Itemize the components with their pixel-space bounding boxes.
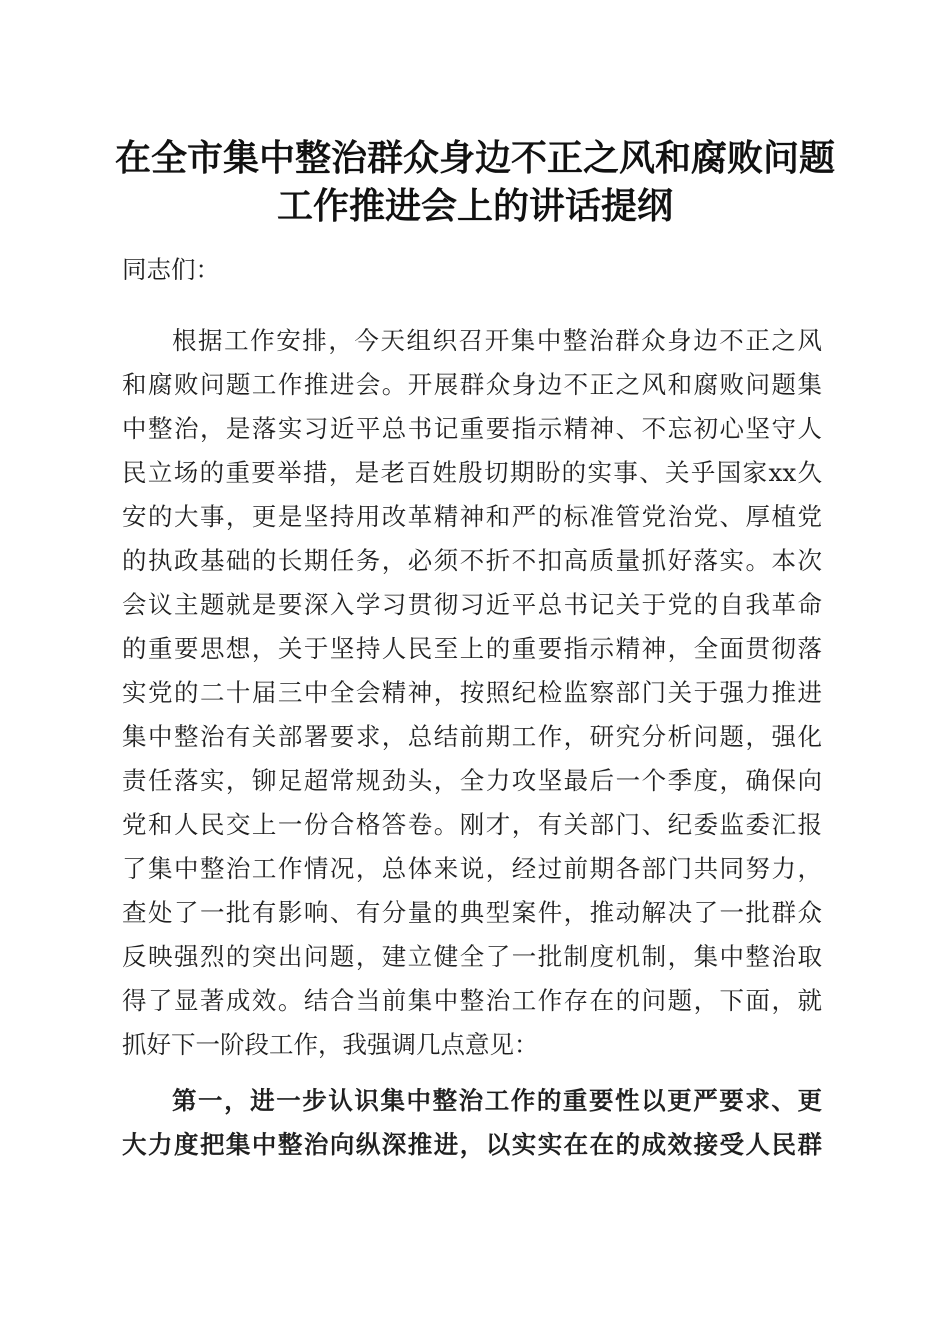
- paragraph-line: 的重要思想，关于坚持人民至上的重要指示精神，全面贯彻落: [122, 634, 822, 663]
- section-heading-line: 第一，进一步认识集中整治工作的重要性以更严要求、更: [172, 1086, 822, 1115]
- paragraph-line: 集中整治有关部署要求，总结前期工作，研究分析问题，强化: [122, 722, 822, 751]
- paragraph-line: 的执政基础的长期任务，必须不折不扣高质量抓好落实。本次: [122, 546, 822, 575]
- paragraph-line: 根据工作安排，今天组织召开集中整治群众身边不正之风: [172, 326, 822, 355]
- paragraph-line: 安的大事，更是坚持用改革精神和严的标准管党治党、厚植党: [122, 502, 822, 531]
- paragraph-line: 和腐败问题工作推进会。开展群众身边不正之风和腐败问题集: [122, 370, 822, 399]
- document-title-line-2: 工作推进会上的讲话提纲: [276, 185, 673, 227]
- paragraph-line: 责任落实，铆足超常规劲头，全力攻坚最后一个季度，确保向: [122, 766, 822, 795]
- paragraph-line: 了集中整治工作情况，总体来说，经过前期各部门共同努力，: [122, 854, 822, 883]
- paragraph-line: 查处了一批有影响、有分量的典型案件，推动解决了一批群众: [122, 898, 822, 927]
- paragraph-line: 党和人民交上一份合格答卷。刚才，有关部门、纪委监委汇报: [122, 810, 822, 839]
- paragraph-line: 民立场的重要举措，是老百姓殷切期盼的实事、关乎国家xx久: [122, 458, 822, 487]
- paragraph-line: 中整治，是落实习近平总书记重要指示精神、不忘初心坚守人: [122, 414, 822, 443]
- paragraph-line: 反映强烈的突出问题，建立健全了一批制度机制，集中整治取: [122, 942, 822, 971]
- paragraph-line: 抓好下一阶段工作，我强调几点意见：: [122, 1030, 539, 1059]
- salutation: 同志们：: [122, 255, 220, 284]
- paragraph-line: 得了显著成效。结合当前集中整治工作存在的问题，下面，就: [122, 986, 822, 1015]
- document-title-line-1: 在全市集中整治群众身边不正之风和腐败问题: [114, 137, 835, 179]
- paragraph-line: 实党的二十届三中全会精神，按照纪检监察部门关于强力推进: [122, 678, 822, 707]
- section-heading-line: 大力度把集中整治向纵深推进，以实实在在的成效接受人民群: [122, 1130, 822, 1159]
- paragraph-line: 会议主题就是要深入学习贯彻习近平总书记关于党的自我革命: [122, 590, 822, 619]
